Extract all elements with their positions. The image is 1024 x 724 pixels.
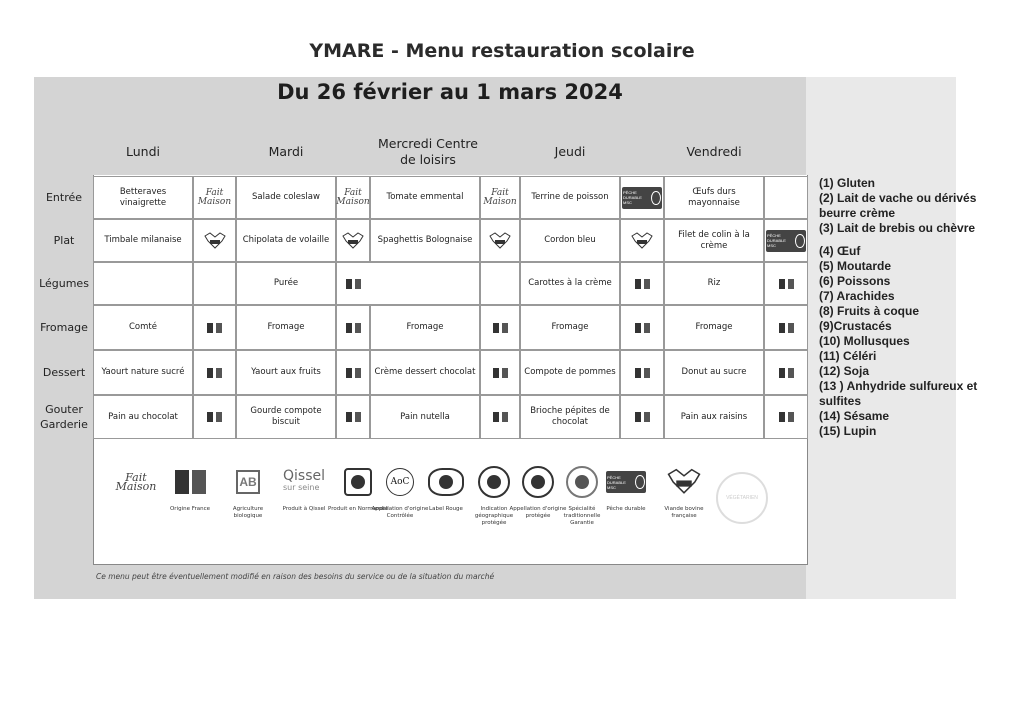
day-header-jeudi: Jeudi <box>554 144 586 159</box>
allergen-item: (7) Arachides <box>819 289 895 303</box>
empty-tag-cell <box>480 262 520 305</box>
dessert-mardi: Yaourt aux fruits <box>236 350 336 395</box>
empty-tag-cell <box>193 262 236 305</box>
igp-logo-icon <box>478 466 510 498</box>
msc-icon: PÊCHE DURABLE MSC <box>764 219 808 262</box>
row-label-plat: Plat <box>53 234 75 247</box>
msc-logo-icon: PÊCHE DURABLE MSC <box>606 471 646 493</box>
dessert-jeudi: Compote de pommes <box>520 350 620 395</box>
france-flag-icon <box>620 350 664 395</box>
menu-period: Du 26 février au 1 mars 2024 <box>277 80 623 104</box>
fromage-jeudi: Fromage <box>520 305 620 350</box>
dessert-lundi: Yaourt nature sucré <box>93 350 193 395</box>
qissel-logo-icon: Qissel sur seine <box>283 468 325 492</box>
vbf-icon <box>193 219 236 262</box>
fromage-vendredi: Fromage <box>664 305 764 350</box>
legend-item: Spécialité traditionnelle Garantie <box>552 462 612 527</box>
day-header-vendredi: Vendredi <box>686 144 742 159</box>
fromage-mercredi: Fromage <box>370 305 480 350</box>
legend-item: AB Agriculture biologique <box>218 462 278 520</box>
plat-lundi: Timbale milanaise <box>93 219 193 262</box>
france-flag-icon <box>336 305 370 350</box>
day-header-mercredi: Mercredi Centre de loisirs <box>378 136 478 167</box>
vbf-logo-icon <box>667 468 701 496</box>
gouter-jeudi: Brioche pépites de chocolat <box>520 395 620 439</box>
entree-lundi: Betteraves vinaigrette <box>93 176 193 219</box>
france-flag-icon <box>480 350 520 395</box>
entree-jeudi: Terrine de poisson <box>520 176 620 219</box>
fromage-mardi: Fromage <box>236 305 336 350</box>
legend-item: Label Rouge <box>416 462 476 513</box>
france-flag-icon <box>480 305 520 350</box>
allergen-item: (8) Fruits à coque <box>819 304 920 318</box>
france-flag-icon <box>764 305 808 350</box>
row-label-legumes: Légumes <box>39 277 89 290</box>
gouter-mardi: Gourde compote biscuit <box>236 395 336 439</box>
france-flag-icon <box>480 395 520 439</box>
dessert-mercredi: Crème dessert chocolat <box>370 350 480 395</box>
fait-maison-icon: Fait Maison <box>197 187 232 207</box>
allergen-item: (13 ) Anhydride sulfureux et sulfites <box>819 379 978 408</box>
empty-tag-cell <box>764 176 808 219</box>
france-flag-icon <box>620 262 664 305</box>
fait-maison-icon <box>193 176 236 219</box>
france-flag-icon <box>336 262 370 305</box>
gouter-vendredi: Pain aux raisins <box>664 395 764 439</box>
legumes-jeudi: Carottes à la crème <box>520 262 620 305</box>
fait-maison-icon: Fait Maison <box>336 176 370 219</box>
legend-item: Produit en Normandie <box>328 462 388 513</box>
dessert-vendredi: Donut au sucre <box>664 350 764 395</box>
plat-jeudi: Cordon bleu <box>520 219 620 262</box>
msc-icon: PÊCHE DURABLE MSC <box>620 176 664 219</box>
legumes-mardi: Purée <box>236 262 336 305</box>
france-flag-icon <box>620 395 664 439</box>
vegetarien-logo-icon: VÉGÉTARIEN <box>716 472 768 524</box>
entree-vendredi: Œufs durs mayonnaise <box>664 176 764 219</box>
entree-mardi: Salade coleslaw <box>236 176 336 219</box>
row-label-gouter: Gouter Garderie <box>40 403 88 431</box>
france-flag-icon <box>336 350 370 395</box>
legend-item <box>106 462 166 506</box>
france-flag-icon <box>764 395 808 439</box>
document-title: YMARE - Menu restauration scolaire <box>309 40 695 62</box>
allergen-item: (9)Crustacés <box>819 319 892 333</box>
france-flag-icon <box>764 262 808 305</box>
legumes-vendredi: Riz <box>664 262 764 305</box>
france-flag-icon <box>193 350 236 395</box>
allergen-list <box>819 176 979 439</box>
normandie-logo-icon <box>344 468 372 496</box>
aoc-logo-icon: AoC <box>386 468 414 496</box>
allergen-item: (6) Poissons <box>819 274 891 288</box>
allergen-item: (5) Moutarde <box>819 259 891 273</box>
vbf-icon <box>620 219 664 262</box>
legend-item: Origine France <box>160 462 220 513</box>
allergen-item: (14) Sésame <box>819 409 890 423</box>
legend-item: PÊCHE DURABLE MSC Pêche durable <box>596 462 656 513</box>
day-header-mardi: Mardi <box>268 144 304 159</box>
gouter-lundi: Pain au chocolat <box>93 395 193 439</box>
allergen-item: (10) Mollusques <box>819 334 910 348</box>
allergen-item: (11) Céléri <box>819 349 877 363</box>
row-label-fromage: Fromage <box>40 321 88 334</box>
plat-mercredi: Spaghettis Bolognaise <box>370 219 480 262</box>
gouter-mercredi: Pain nutella <box>370 395 480 439</box>
plat-mardi: Chipolata de volaille <box>236 219 336 262</box>
allergen-item: (3) Lait de brebis ou chèvre <box>819 221 976 235</box>
allergen-item: (15) Lupin <box>819 424 877 438</box>
legend-item: Viande bovine française <box>654 462 714 520</box>
france-flag-icon <box>336 395 370 439</box>
allergen-item: (12) Soja <box>819 364 870 378</box>
aop-logo-icon <box>522 466 554 498</box>
vbf-icon <box>336 219 370 262</box>
row-label-dessert: Dessert <box>42 366 86 379</box>
ab-logo-icon: AB <box>236 470 260 494</box>
label-rouge-logo-icon <box>428 468 464 496</box>
label-legend <box>106 462 704 542</box>
row-label-entree: Entrée <box>45 191 83 204</box>
france-flag-icon <box>193 305 236 350</box>
france-flag-icon <box>764 350 808 395</box>
menu-disclaimer: Ce menu peut être éventuellement modifié en raison des besoins du service ou de la situation du marché <box>96 572 495 581</box>
legend-item: AoC Appellation d'origine Contrôlée <box>370 462 430 520</box>
fait-maison-logo-icon: Fait Maison <box>115 471 157 493</box>
legumes-mercredi <box>370 262 480 305</box>
allergen-item: (2) Lait de vache ou dérivés beurre crème <box>819 191 977 220</box>
entree-mercredi: Tomate emmental <box>370 176 480 219</box>
legend-item: Indication géographique protégée <box>464 462 524 527</box>
allergen-item: (1) Gluten <box>819 176 875 190</box>
france-flag-icon <box>175 470 206 494</box>
plat-vendredi: Filet de colin à la crème <box>664 219 764 262</box>
day-header-lundi: Lundi <box>126 144 160 159</box>
stg-logo-icon <box>566 466 598 498</box>
legend-item: Appellation d'origine protégée <box>508 462 568 520</box>
legumes-lundi <box>93 262 193 305</box>
france-flag-icon <box>193 395 236 439</box>
france-flag-icon <box>620 305 664 350</box>
allergen-item: (4) Œuf <box>819 244 861 258</box>
fromage-lundi: Comté <box>93 305 193 350</box>
fait-maison-icon: Fait Maison <box>480 176 520 219</box>
legend-item: Qissel sur seine Produit à Qissel <box>282 468 326 512</box>
vbf-icon <box>480 219 520 262</box>
